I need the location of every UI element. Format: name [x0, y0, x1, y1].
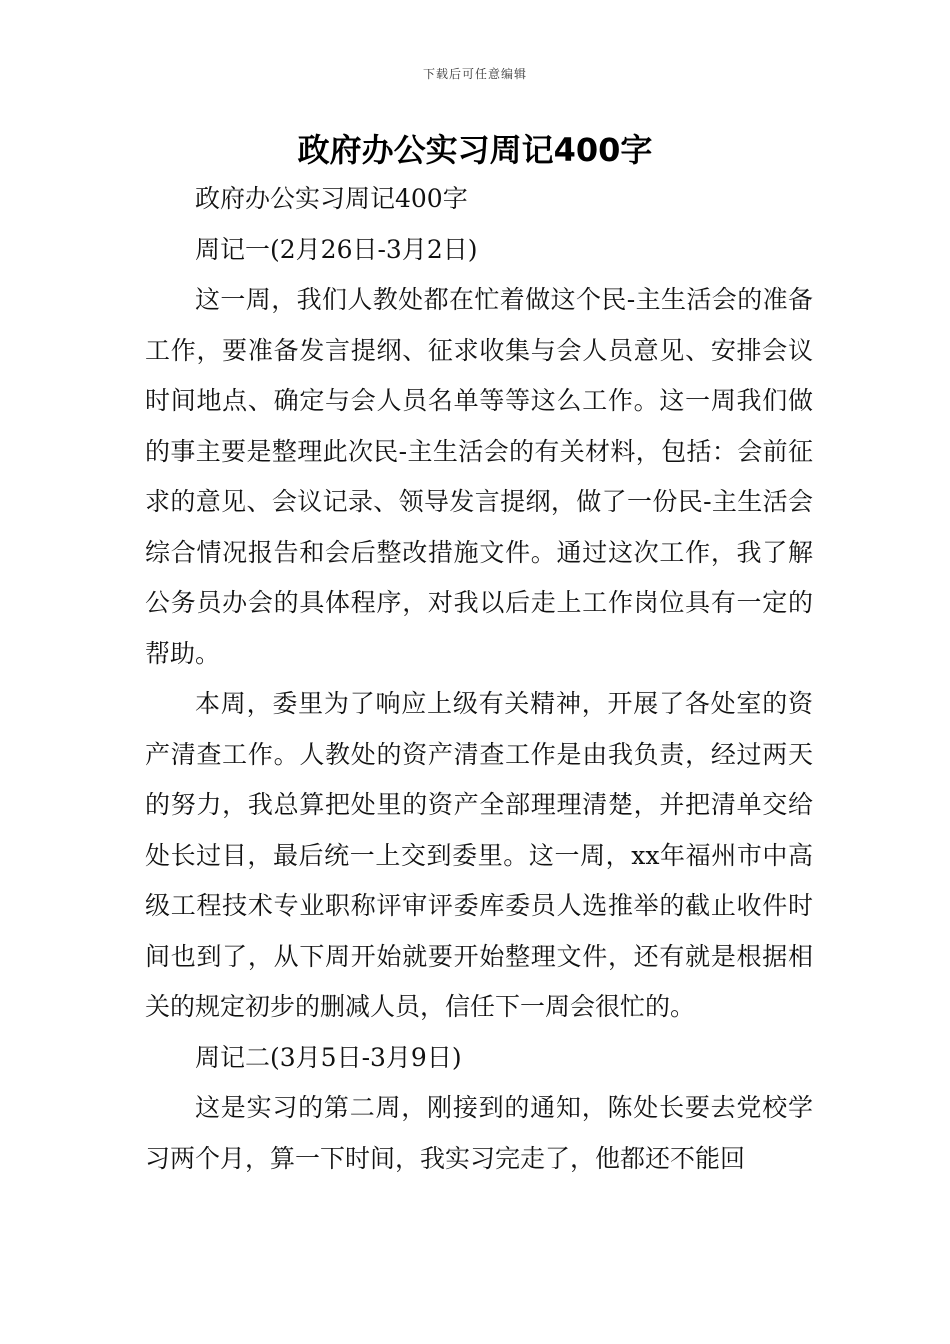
paragraph-week1-heading: 周记一(2月26日-3月2日)	[195, 234, 478, 264]
paragraph-week2-body-1: 这是实习的第二周，刚接到的通知，陈处长要去党校学习两个月，算一下时间，我实习完走了，他都还不能回	[145, 1093, 813, 1173]
header-note: 下载后可任意编辑	[422, 67, 527, 81]
document-body	[145, 174, 813, 1184]
paragraph-subtitle: 政府办公实习周记400字	[195, 184, 468, 213]
paragraph-week1-body-1: 这一周，我们人教处都在忙着做这个民-主生活会的准备工作，要准备发言提纲、征求收集与会人员意见、安排会议时间地点、确定与会人员名单等等这么工作。这一周我们做的事主要是整理此次民-主生活会的有关材料，包括：会前征求的意见、会议记录、领导发言提纲，做了一份民-主生活会综合情况报告和会后整改措施文件。通过这次工作，我了解公务员办会的具体程序，对我以后走上工作岗位具有一定的帮助。	[145, 285, 813, 668]
paragraph-week1-body-2: 本周，委里为了响应上级有关精神，开展了各处室的资产清查工作。人教处的资产清查工作是由我负责，经过两天的努力，我总算把处里的资产全部理理清楚，并把清单交给处长过目，最后统一上交到委里。这一周，xx年福州市中高级工程技术专业职称评审评委库委员人选推举的截止收件时间也到了，从下周开始就要开始整理文件，还有就是根据相关的规定初步的删减人员，信任下一周会很忙的。	[145, 689, 813, 1021]
document-title: 政府办公实习周记400字	[297, 131, 653, 169]
paragraph-week2-heading: 周记二(3月5日-3月9日)	[195, 1042, 462, 1072]
